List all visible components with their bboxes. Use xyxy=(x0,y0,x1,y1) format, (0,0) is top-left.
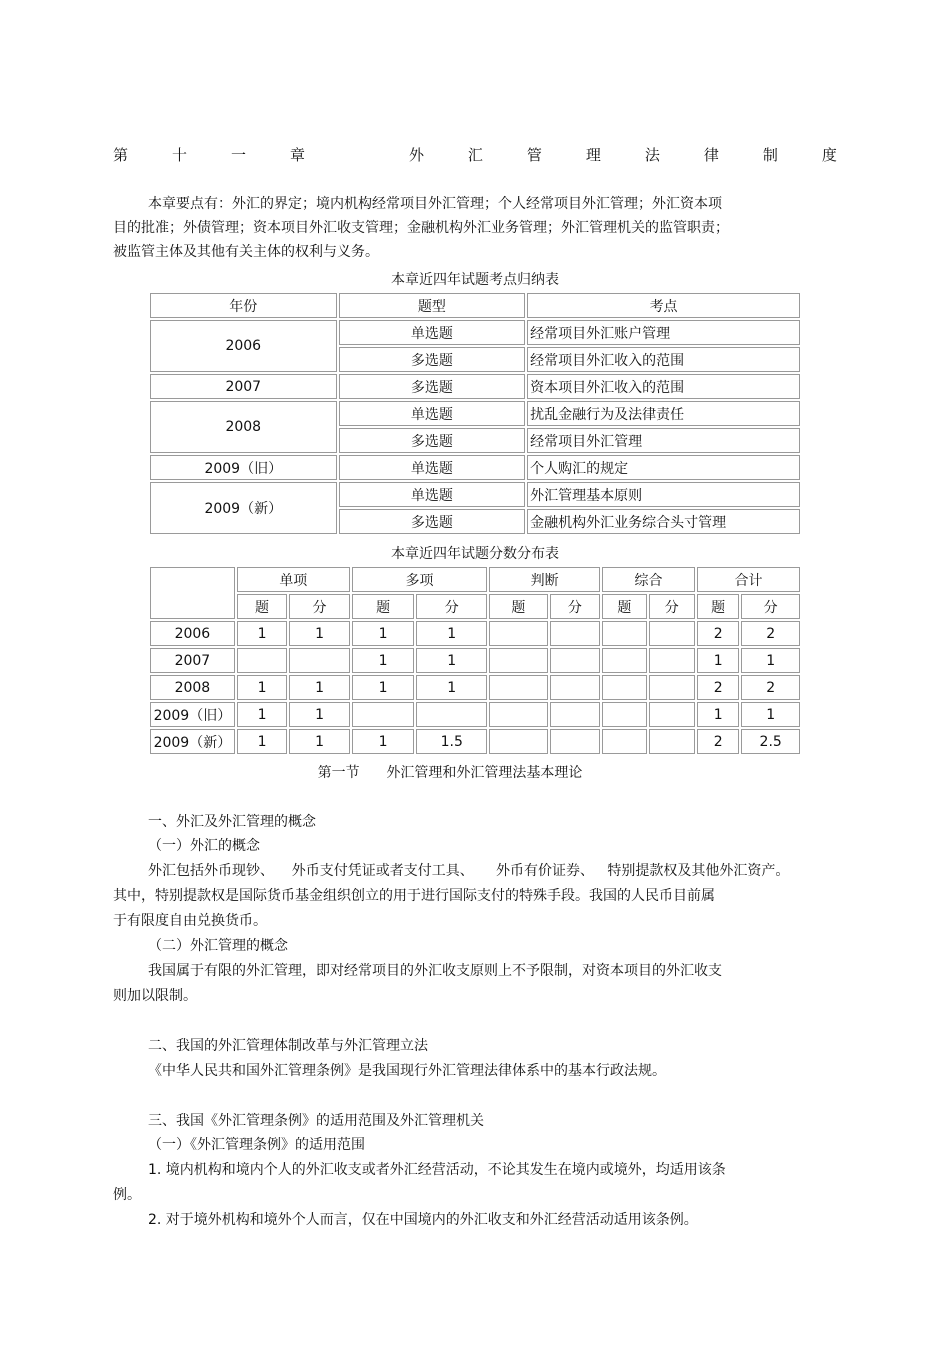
value-cell xyxy=(602,621,646,646)
header-cell: 合计 xyxy=(697,567,800,592)
value-cell: 1 xyxy=(697,702,739,727)
subheader-cell: 题 xyxy=(489,594,548,619)
title-char: 汇 xyxy=(467,146,483,164)
value-cell xyxy=(649,621,695,646)
type-cell: 多选题 xyxy=(339,428,526,453)
year-cell: 2009（新） xyxy=(150,482,337,534)
value-cell xyxy=(649,702,695,727)
value-cell: 2.5 xyxy=(741,729,800,754)
point-cell: 经常项目外汇管理 xyxy=(527,428,800,453)
subheader-cell: 题 xyxy=(237,594,287,619)
paragraph-line: 《中华人民共和国外汇管理条例》是我国现行外汇管理法律体系中的基本行政法规。 xyxy=(148,1063,666,1079)
value-cell xyxy=(550,702,600,727)
title-char: 管 xyxy=(526,146,542,164)
value-cell xyxy=(602,675,646,700)
table-row xyxy=(150,675,800,700)
value-cell xyxy=(550,621,600,646)
score-distribution-table xyxy=(148,565,802,756)
value-cell xyxy=(237,648,287,673)
value-cell xyxy=(602,702,646,727)
type-cell: 多选题 xyxy=(339,509,526,534)
value-cell xyxy=(489,675,548,700)
title-char: 理 xyxy=(585,146,601,164)
type-cell: 多选题 xyxy=(339,374,526,399)
paragraph-line: 我国属于有限的外汇管理，即对经常项目的外汇收支原则上不予限制，对资本项目的外汇收支 xyxy=(148,963,722,979)
value-cell xyxy=(550,729,600,754)
title-char: 章 xyxy=(289,146,305,164)
value-cell: 1 xyxy=(237,729,287,754)
intro-line: 被监管主体及其他有关主体的权利与义务。 xyxy=(113,244,379,260)
point-cell: 个人购汇的规定 xyxy=(527,455,800,480)
value-cell: 1 xyxy=(289,621,350,646)
value-cell: 2 xyxy=(741,675,800,700)
value-cell: 1 xyxy=(416,621,487,646)
value-cell: 1 xyxy=(416,675,487,700)
type-cell: 单选题 xyxy=(339,455,526,480)
value-cell xyxy=(352,702,415,727)
header-cell: 判断 xyxy=(489,567,600,592)
subheader-cell: 分 xyxy=(741,594,800,619)
value-cell xyxy=(550,648,600,673)
table-row xyxy=(150,621,800,646)
value-cell: 2 xyxy=(741,621,800,646)
heading-2: 二、我国的外汇管理体制改革与外汇管理立法 xyxy=(148,1038,428,1054)
subheader-cell: 题 xyxy=(352,594,415,619)
exam-points-table xyxy=(148,291,802,536)
title-char: 外 xyxy=(408,146,424,164)
table-header-row xyxy=(150,567,800,592)
value-cell: 1 xyxy=(352,621,415,646)
year-cell: 2007 xyxy=(150,648,235,673)
section-title: 第一节 外汇管理和外汇管理法基本理论 xyxy=(317,765,583,781)
table-row xyxy=(150,374,800,399)
value-cell xyxy=(602,729,646,754)
header-cell: 年份 xyxy=(150,293,337,318)
header-cell: 多项 xyxy=(352,567,487,592)
point-cell: 外汇管理基本原则 xyxy=(527,482,800,507)
subheading: （二）外汇管理的概念 xyxy=(148,938,288,954)
value-cell: 2 xyxy=(697,621,739,646)
paragraph-line: 则加以限制。 xyxy=(113,988,197,1004)
intro-line: 目的批准；外债管理；资本项目外汇收支管理；金融机构外汇业务管理；外汇管理机关的监管职责； xyxy=(113,220,729,236)
value-cell xyxy=(489,621,548,646)
value-cell xyxy=(649,648,695,673)
value-cell: 1 xyxy=(352,675,415,700)
point-cell: 扰乱金融行为及法律责任 xyxy=(527,401,800,426)
subheader-cell: 分 xyxy=(550,594,600,619)
heading-1: 一、外汇及外汇管理的概念 xyxy=(148,814,316,830)
value-cell: 1 xyxy=(289,729,350,754)
year-cell: 2006 xyxy=(150,621,235,646)
paragraph-line: 于有限度自由兑换货币。 xyxy=(113,913,267,929)
subheading: （一）《外汇管理条例》的适用范围 xyxy=(148,1137,365,1153)
value-cell: 1 xyxy=(289,675,350,700)
title-char: 度 xyxy=(821,146,837,164)
table-row xyxy=(150,729,800,754)
title-char: 一 xyxy=(230,146,246,164)
table-row xyxy=(150,401,800,426)
value-cell: 1 xyxy=(741,702,800,727)
value-cell: 1 xyxy=(697,648,739,673)
value-cell xyxy=(289,648,350,673)
intro-line: 本章要点有：外汇的界定；境内机构经常项目外汇管理；个人经常项目外汇管理；外汇资本项 xyxy=(148,196,722,212)
header-cell: 单项 xyxy=(237,567,350,592)
type-cell: 单选题 xyxy=(339,320,526,345)
point-cell: 金融机构外汇业务综合头寸管理 xyxy=(527,509,800,534)
table1-caption: 本章近四年试题考点归纳表 xyxy=(391,272,559,288)
header-cell: 综合 xyxy=(602,567,695,592)
paragraph-line: 其中，特别提款权是国际货币基金组织创立的用于进行国际支付的特殊手段。我国的人民币目前属 xyxy=(113,888,715,904)
year-cell: 2009（新） xyxy=(150,729,235,754)
corner-cell xyxy=(150,567,235,619)
year-cell: 2009（旧） xyxy=(150,702,235,727)
title-char: 制 xyxy=(762,146,778,164)
value-cell xyxy=(649,675,695,700)
header-cell: 题型 xyxy=(339,293,526,318)
subheader-cell: 题 xyxy=(602,594,646,619)
title-char: 第 xyxy=(113,146,129,164)
year-cell: 2009（旧） xyxy=(150,455,337,480)
paragraph-line: 1. 境内机构和境内个人的外汇收支或者外汇经营活动，不论其发生在境内或境外，均适用该条 xyxy=(148,1162,726,1178)
value-cell xyxy=(550,675,600,700)
title-char: 律 xyxy=(703,146,719,164)
value-cell: 1 xyxy=(352,729,415,754)
value-cell xyxy=(489,702,548,727)
subheading: （一）外汇的概念 xyxy=(148,838,260,854)
table-row xyxy=(150,482,800,507)
year-cell: 2006 xyxy=(150,320,337,372)
value-cell: 1 xyxy=(416,648,487,673)
value-cell xyxy=(602,648,646,673)
subheader-cell: 分 xyxy=(289,594,350,619)
type-cell: 单选题 xyxy=(339,401,526,426)
subheader-cell: 题 xyxy=(697,594,739,619)
value-cell: 1 xyxy=(289,702,350,727)
title-char: 十 xyxy=(171,146,187,164)
value-cell: 2 xyxy=(697,675,739,700)
title-char: 法 xyxy=(644,146,660,164)
value-cell xyxy=(649,729,695,754)
value-cell: 2 xyxy=(697,729,739,754)
chapter-title xyxy=(113,144,837,165)
type-cell: 多选题 xyxy=(339,347,526,372)
table2-caption: 本章近四年试题分数分布表 xyxy=(391,546,559,562)
table-row xyxy=(150,455,800,480)
subheader-cell: 分 xyxy=(416,594,487,619)
value-cell: 1 xyxy=(237,621,287,646)
paragraph-line: 外汇包括外币现钞、 外币支付凭证或者支付工具、 外币有价证券、 特别提款权及其他外汇资产。 xyxy=(148,863,790,879)
type-cell: 单选题 xyxy=(339,482,526,507)
point-cell: 资本项目外汇收入的范围 xyxy=(527,374,800,399)
table-subheader-row xyxy=(150,594,800,619)
value-cell xyxy=(416,702,487,727)
table-row xyxy=(150,702,800,727)
header-cell: 考点 xyxy=(527,293,800,318)
value-cell: 1 xyxy=(237,675,287,700)
value-cell xyxy=(489,648,548,673)
point-cell: 经常项目外汇账户管理 xyxy=(527,320,800,345)
value-cell: 1.5 xyxy=(416,729,487,754)
value-cell: 1 xyxy=(352,648,415,673)
paragraph-line: 例。 xyxy=(113,1187,141,1203)
table-header-row xyxy=(150,293,800,318)
year-cell: 2007 xyxy=(150,374,337,399)
year-cell: 2008 xyxy=(150,675,235,700)
table-row xyxy=(150,320,800,345)
table-row xyxy=(150,648,800,673)
year-cell: 2008 xyxy=(150,401,337,453)
paragraph-line: 2. 对于境外机构和境外个人而言，仅在中国境内的外汇收支和外汇经营活动适用该条例。 xyxy=(148,1212,698,1228)
value-cell: 1 xyxy=(741,648,800,673)
subheader-cell: 分 xyxy=(649,594,695,619)
value-cell: 1 xyxy=(237,702,287,727)
point-cell: 经常项目外汇收入的范围 xyxy=(527,347,800,372)
value-cell xyxy=(489,729,548,754)
heading-3: 三、我国《外汇管理条例》的适用范围及外汇管理机关 xyxy=(148,1113,484,1129)
